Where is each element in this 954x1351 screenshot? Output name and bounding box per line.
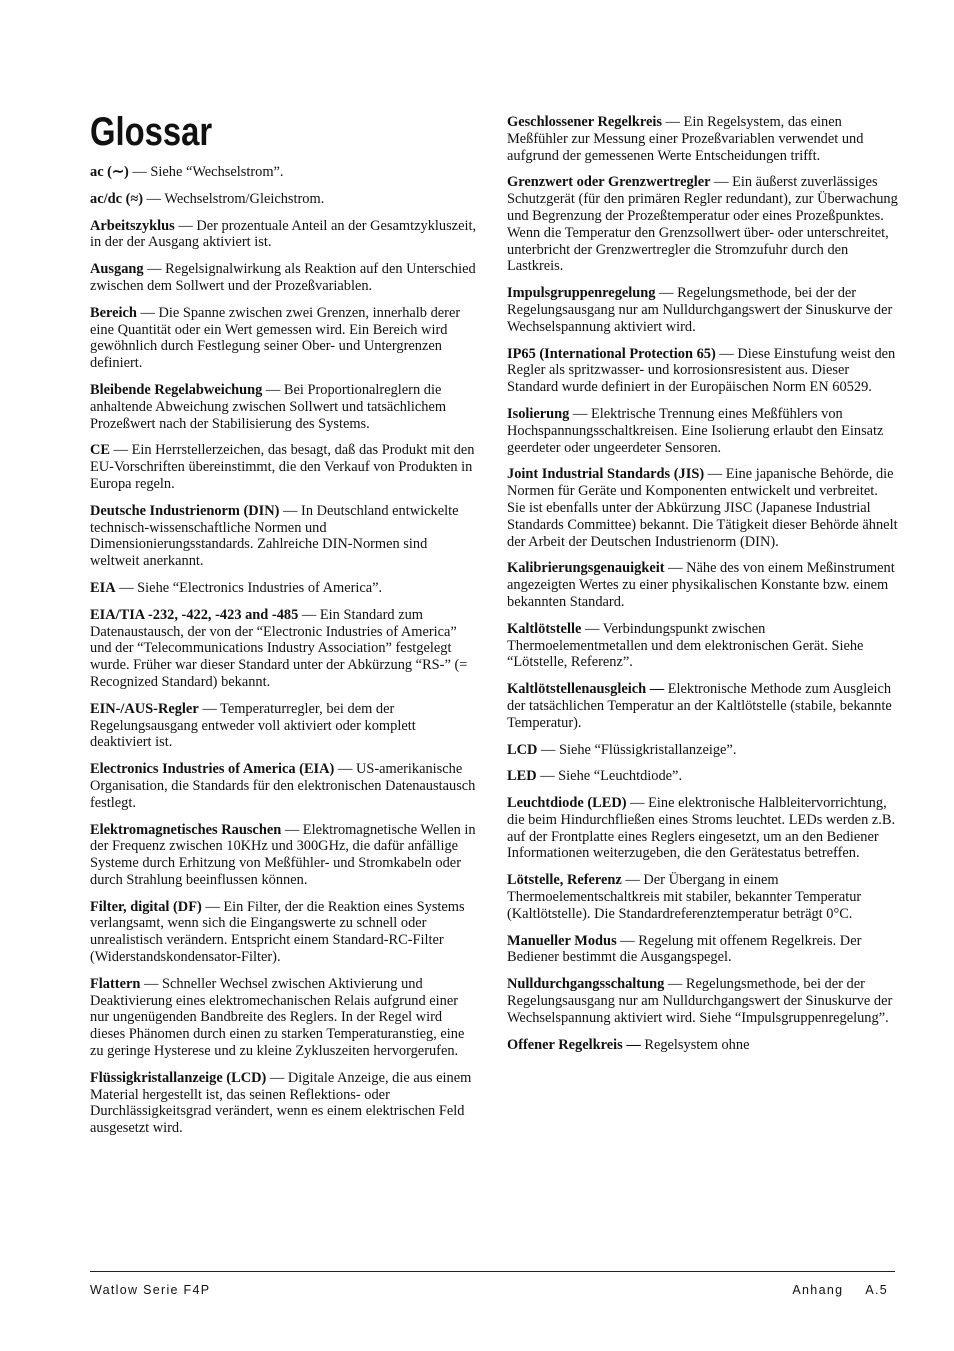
glossary-entry [507,1037,899,1054]
footer-section: Anhang [792,1283,844,1297]
glossary-entry [507,872,899,922]
glossary-definition: — Die Spanne zwischen zwei Grenzen, innerhalb derer eine Quantität oder ein Wert gemessen wird. Ein Bereich wird gewöhnlich durch Festlegung seiner Ober- und Untergrenzen definiert. [90,304,461,372]
glossary-definition: — Digitale Anzeige, die aus einem Material hergestellt ist, das seinen Reflektions- oder Durchlässigkeitsgrad verändert, wenn es einem elektrischen Feld ausgesetzt wird. [90,1069,472,1137]
glossary-term: Deutsche Industrienorm (DIN) [90,502,280,519]
glossary-entry [90,164,480,181]
glossary-entry [507,681,899,731]
glossary-definition: — Regelsignalwirkung als Reaktion auf den Unterschied zwischen dem Sollwert und der Prozeßvariablen. [90,261,476,294]
glossary-term: Isolierung [507,405,570,422]
glossary-entry [90,976,480,1060]
glossary-definition: — Ein Regelsystem, das einen Meßfühler zur Messung einer Prozeßvariablen verwendet und aufgrund der gemessenen Werte Entscheidungen trifft. [507,114,864,164]
glossary-entry [507,406,899,456]
glossary-definition: — Siehe “Flüssigkristallanzeige”. [537,741,737,758]
glossary-entry [507,285,899,335]
glossary-term: LCD [507,741,538,758]
glossary-definition: — Ein Herrstellerzeichen, das besagt, daß das Produkt mit den EU-Vorschriften übereinstimmt, die den Verkauf von Produkten in Europa regeln. [90,442,475,492]
footer-divider [90,1271,895,1272]
glossary-entry [90,899,480,966]
glossary-entry [90,305,480,372]
glossary-definition: — Verbindungspunkt zwischen Thermoelementmetallen und dem elektronischen Gerät. Siehe “Lötstelle, Referenz”. [507,620,864,671]
glossary-definition: — Eine japanische Behörde, die Normen für Geräte und Komponenten entwickelt und verbreitet. Sie ist ebenfalls unter der Abkürzung JISC (Japanese Industrial Standards Committee) bekannt. Die Tätigkeit dieser Behörde ähnelt der Arbeit der Deutschen Industrienorm (DIN). [507,466,898,550]
glossary-entry [507,466,899,550]
footer-page-info [792,1283,888,1297]
glossary-entry [90,822,480,889]
glossary-definition: — Ein äußerst zuverlässiges Schutzgerät (für den primären Regler redundant), zur Überwachung und Begrenzung der Prozeßtemperatur oder eines Prozeßpunktes. Wenn die Temperatur den Grenzsollwert über- oder unterschreitet, unterbricht der Grenzwertregler die Stromzufuhr durch den Lastkreis. [507,174,898,275]
glossary-term: Leuchtdiode (LED) [507,795,627,812]
glossary-entry [507,174,899,275]
glossary-term: Geschlossener Regelkreis [507,114,662,130]
glossary-definition: — Bei Proportionalreglern die anhaltende Abweichung zwischen Sollwert und tatsächlichem Prozeßwert nach der Stabilisierung des Systems. [90,381,447,432]
glossary-entry [90,580,480,597]
glossary-term: Kaltlötstelle [507,620,582,637]
glossary-definition: — Siehe “Wechselstrom”. [128,164,284,180]
glossary-term: Bleibende Regelabweichung [90,381,263,398]
glossary-definition: — Siehe “Leuchtdiode”. [536,768,683,785]
glossary-term: Joint Industrial Standards (JIS) [507,466,705,483]
glossary-entry [507,742,899,759]
glossary-definition: — US-amerikanische Organisation, die Standards für den elektronischen Datenaustausch festlegt. [90,761,476,811]
glossary-definition: — Elektrische Trennung eines Meßfühlers von Hochspannungsschaltkreisen. Eine Isolierung erlaubt den Einsatz geerdeter oder ungeerdeter Sensoren. [507,405,884,456]
glossary-entry [507,621,899,671]
glossary-definition: — In Deutschland entwickelte technisch-wissenschaftliche Normen und Dimensionierungsstandards. Zahlreiche DIN-Normen sind weltweit anerkannt. [90,502,459,570]
glossary-definition: — Temperaturregler, bei dem der Regelungsausgang entweder voll aktiviert oder komplett deaktiviert ist. [90,700,416,751]
glossary-entry [507,795,899,862]
glossary-definition: — Nähe des von einem Meßinstrument angezeigten Wertes zu einer physikalischen Konstante bzw. einem bekannten Standard. [507,560,895,610]
glossary-entry [90,442,480,492]
glossary-entry [507,560,899,610]
glossary-term: CE [90,442,110,459]
glossary-definition: — Regelungsmethode, bei der der Regelungsausgang nur am Nulldurchgangswert der Sinuskurve der Wechselspannung aktiviert wird. Siehe “Impulsgruppenregelung”. [507,976,893,1026]
glossary-term: Impulsgruppenregelung [507,285,656,302]
glossary-entry [507,346,899,396]
footer-page-number: A.5 [865,1283,888,1297]
glossary-definition: — Elektromagnetische Wellen in der Frequenz zwischen 10KHz und 300GHz, die dafür anfällige Systeme durch Erhitzung von Meßfühler- und Stromkabeln oder durch Strahlung beeinflussen können. [90,821,476,888]
glossary-entry [90,503,480,570]
glossary-definition: — Ein Filter, der die Reaktion eines Systems verlangsamt, wenn sich die Eingangswerte zu schnell oder unrealistisch verändern. Entspricht einem Standard-RC-Filter (Widerstandskondensator-Filter). [90,898,465,966]
glossary-entry [90,382,480,432]
glossary-entry [90,1070,480,1137]
glossary-definition: — Eine elektronische Halbleitervorrichtung, die beim Hindurchfließen eines Stroms leuchtet. LEDs werden z.B. auf der Frontplatte eines Reglers eingesetzt, um an den Bediener Informationen weiterzugeben, die den Gerätestatus betreffen. [507,795,896,862]
glossary-term: EIA [90,579,116,596]
glossary-term: EIN-/AUS-Regler [90,700,199,717]
glossary-definition: — Ein Standard zum Datenaustausch, der von der “Electronic Industries of America” und der “Telecommunications Industry Association” festgelegt wurde. Früher war dieser Standard unter der Abkürzung “RS-” (= Recognized Standard) bekannt. [90,606,468,690]
glossary-term: Grenzwert oder Grenzwertregler [507,174,711,191]
glossary-term: Manueller Modus [507,932,617,949]
glossary-term: Kalibrierungsgenauigkeit [507,560,665,577]
glossary-definition: — Wechselstrom/Gleichstrom. [143,190,325,207]
glossary-term: Offener Regelkreis — [507,1036,641,1053]
glossary-definition: — Der prozentuale Anteil an der Gesamtzykluszeit, in der der Ausgang aktiviert ist. [90,217,477,251]
glossary-term: Flattern [90,975,141,992]
glossary-term: Bereich [90,304,137,321]
left-column [90,164,480,1147]
glossary-definition: Elektronische Methode zum Ausgleich der tatsächlichen Temperatur an der Kaltlötstelle (stabile, bekannte Temperatur). [507,681,892,731]
glossary-definition: — Schneller Wechsel zwischen Aktivierung und Deaktivierung eines elektromechanischen Relais aufgrund einer nur ungenügenden Bandbreite des Reglers. In der Regel wird dieses Phänomen durch einen zu starken Temperaturanstieg, eine zu geringe Hysterese und zu kleine Zykluszeiten hervorgerufen. [90,975,465,1060]
glossary-term: LED [507,768,537,785]
glossary-entry [90,191,480,208]
glossary-term: ac/dc (≈) [90,190,144,207]
glossary-entry [90,701,480,751]
glossary-term: ac (∼) [90,164,129,180]
glossary-entry [90,261,480,295]
footer-product-name: Watlow Serie F4P [90,1283,211,1297]
glossary-term: Nulldurchgangsschaltung [507,976,665,993]
glossary-entry [507,976,899,1026]
page-title: Glossar [90,110,213,154]
glossary-entry [90,761,480,811]
glossary-definition: Regelsystem ohne [640,1036,750,1053]
right-column [507,114,899,1063]
glossary-term: IP65 (International Protection 65) [507,345,716,362]
glossary-definition: — Regelungsmethode, bei der der Regelungsausgang nur am Nulldurchgangswert der Sinuskurve der Wechselspannung aktiviert wird. [507,285,893,335]
glossary-term: Filter, digital (DF) [90,898,202,915]
glossary-term: Kaltlötstellenausgleich — [507,681,665,698]
glossary-entry [90,218,480,252]
glossary-definition: — Diese Einstufung weist den Regler als spritzwasser- und korrosionsresistent aus. Dieser Standard wurde definiert in der Europäischen Norm EN 60529. [507,345,896,396]
glossary-entry [90,607,480,691]
glossary-definition: — Regelung mit offenem Regelkreis. Der Bediener bestimmt die Ausgangspegel. [507,932,862,966]
glossary-term: Elektromagnetisches Rauschen [90,821,282,838]
glossary-term: Arbeitszyklus [90,217,175,234]
glossary-term: Ausgang [90,261,144,278]
glossary-entry [507,933,899,967]
glossary-term: Electronics Industries of America (EIA) [90,761,335,778]
glossary-definition: — Siehe “Electronics Industries of America”. [115,579,383,596]
glossary-entry [507,114,899,164]
glossary-term: Flüssigkristallanzeige (LCD) [90,1069,267,1086]
glossary-entry [507,768,899,785]
glossary-definition: — Der Übergang in einem Thermoelementschaltkreis mit stabiler, bekannter Temperatur (Kaltlötstelle). Die Standardreferenztemperatur beträgt 0°C. [507,872,862,922]
glossary-term: Lötstelle, Referenz [507,872,622,889]
glossary-term: EIA/TIA -232, -422, -423 and -485 [90,606,299,623]
